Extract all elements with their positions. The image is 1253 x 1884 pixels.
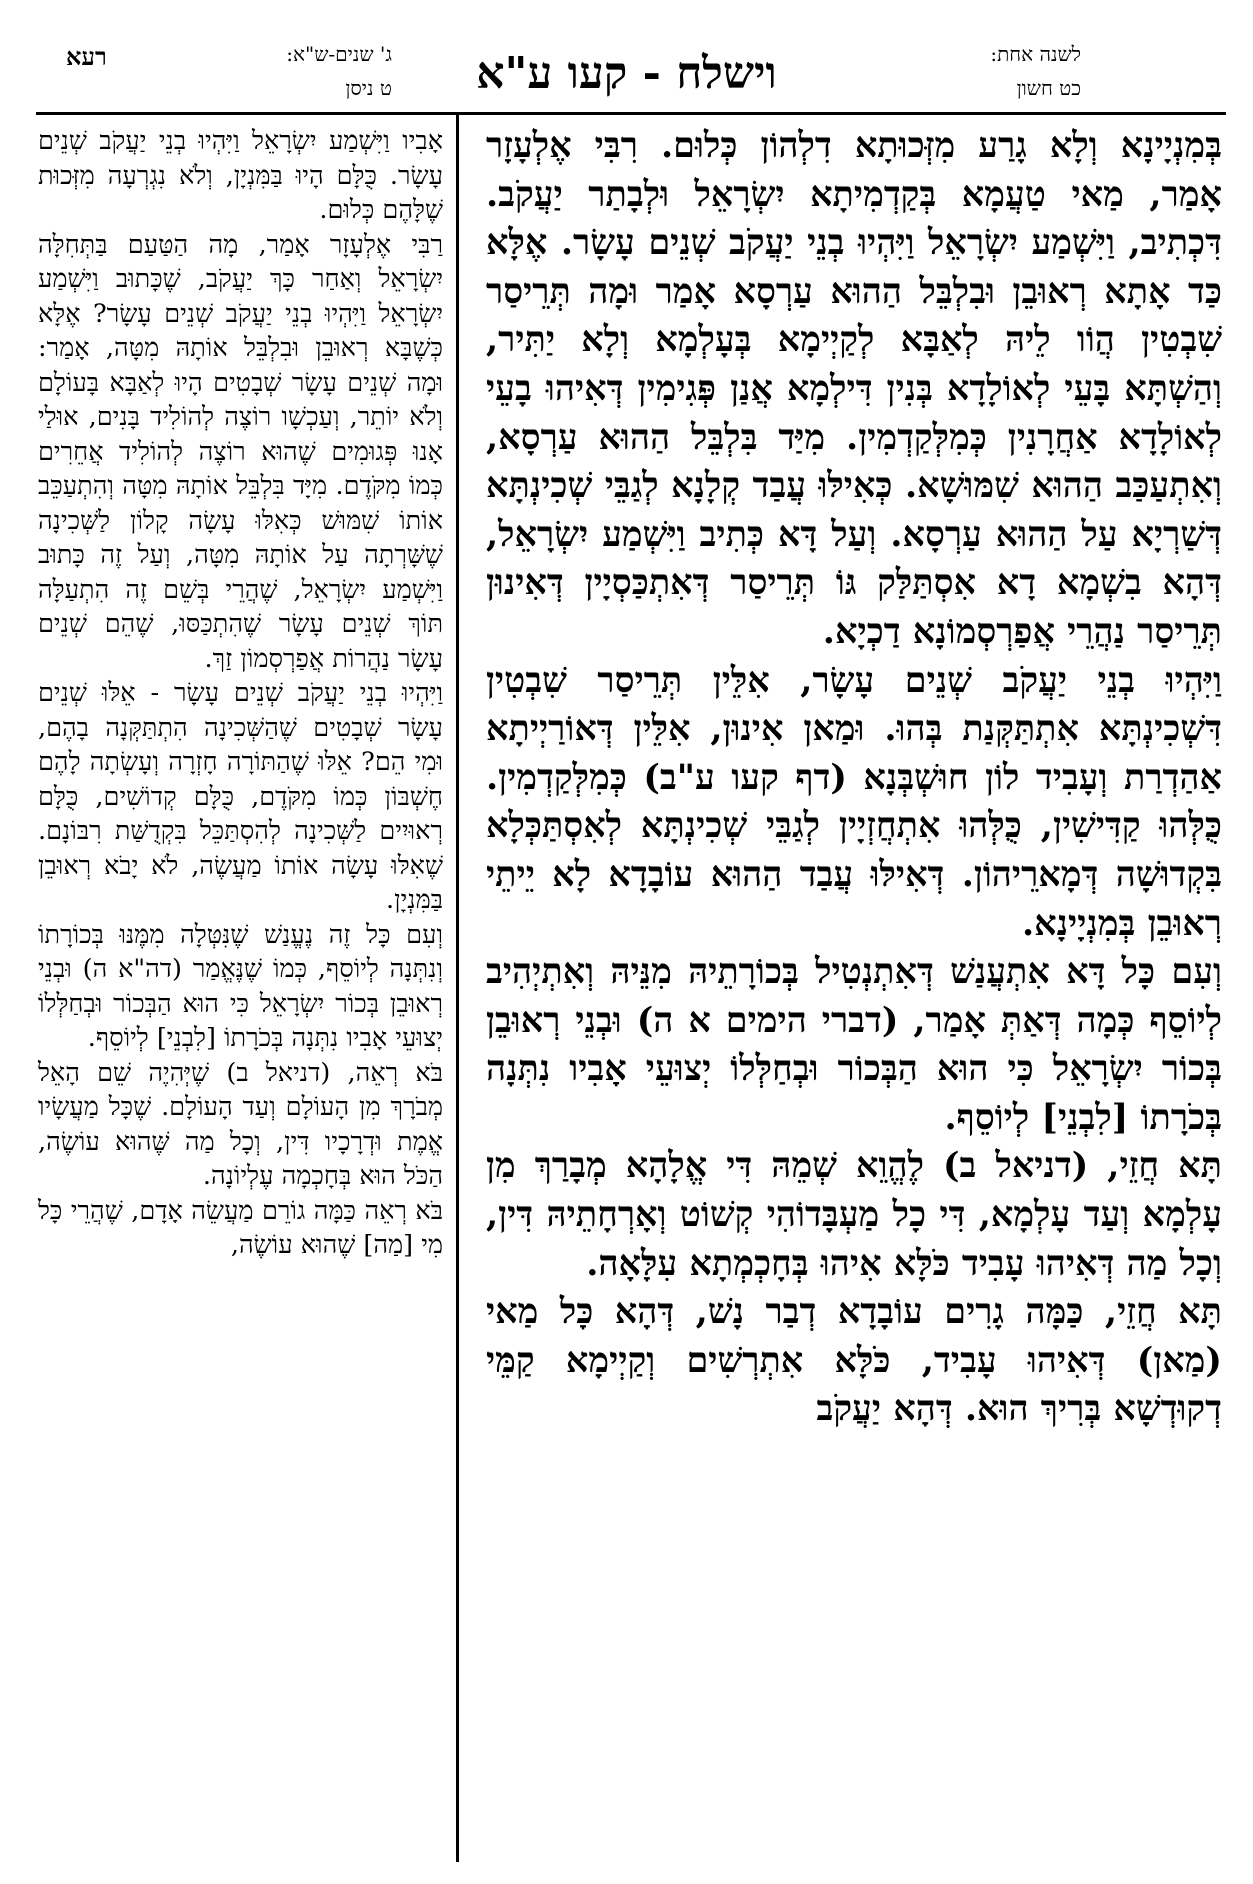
side-paragraph: אָבִיו וַיִּשְׁמַע יִשְׂרָאֵל וַיִּהְיוּ בְנֵי יַעֲקֹב שְׁנֵים עָשָׂר. כֻּלָּם הָיוּ בַּמִּנְיָן, וְלֹא נִגְרְעָה מִזְּכוּת שֶׁלָּהֶם כְּלוּם. [38,126,443,225]
main-paragraph: וְעִם כָּל דָּא אִתְעֲנַשׁ דְּאִתְנְטִיל בְּכוֹרָתֵיהּ מִנֵּיהּ וְאִתְיְהִיב לְיוֹסֵף כְּמָה דְּאַתְּ אָמַר, (דברי הימים א ה) וּבְנֵי רְאוּבֵן בְּכוֹר יִשְׂרָאֵל כִּי הוּא הַבְּכוֹר וּבְחַלְּלוֹ יְצוּעֵי אָבִיו נִתְּנָה בְּכֹרָתוֹ [לִבְנֵי] לְיוֹסֵף. [486,951,1222,1138]
column-divider [456,112,459,1862]
header-divider [36,112,1226,115]
main-text-column [486,122,1222,1434]
side-paragraph: וַיִּהְיוּ בְנֵי יַעֲקֹב שְׁנֵים עָשָׂר - אֵלּוּ שְׁנֵים עָשָׂר שְׁבָטִים שֶׁהַשְּׁכִינָה הִתְתַּקְּנָה בָהֶם, וּמִי הֵם? אֵלּוּ שֶׁהַתּוֹרָה חָזְרָה וְעָשְׂתָה לָהֶם חֶשְׁבּוֹן כְּמוֹ מִקֹּדֶם, כֻּלָּם קְדוֹשִׁים, כֻּלָּם רְאוּיִים לַשְּׁכִינָה לְהִסְתַּכֵּל בִּקְדֻשַּׁת רִבּוֹנָם. שֶׁאִלּוּ עָשָׂה אוֹתוֹ מַעֲשֶׂה, לֹא יָבֹא רְאוּבֵן בַּמִּנְיָן. [38,678,443,915]
side-paragraph: וְעִם כָּל זֶה נֶעֱנַשׁ שֶׁנִּטְּלָה מִמֶּנּוּ בְּכוֹרָתוֹ וְנִתְּנָה לְיוֹסֵף, כְּמוֹ שֶׁנֶּאֱמַר (דה"א ה) וּבְנֵי רְאוּבֵן בְּכוֹר יִשְׂרָאֵל כִּי הוּא הַבְּכוֹר וּבְחַלְּלוֹ יְצוּעֵי אָבִיו נִתְּנָה בְּכֹרָתוֹ [לִבְנֵי] לְיוֹסֵף. [38,919,443,1053]
header-year-label: לשנה אחת: [990,42,1081,66]
page-number: רעא [66,42,107,71]
side-paragraph: בֹּא רְאֵה כַּמָּה גוֹרֵם מַעֲשֵׂה אָדָם, שֶׁהֲרֵי כָּל מִי [מַה] שֶׁהוּא עוֹשֶׂה, [38,1195,443,1260]
page-title: וישלח - קעו ע"א [476,48,777,99]
translation-column [38,124,443,1263]
header-date-right: כט חשון [1016,76,1081,100]
header-cycle-label: ג' שנים-ש"א: [286,42,392,66]
header-date-left: ט ניסן [345,76,392,100]
main-paragraph: בְּמִנְיָינָא וְלָא גָרַע מִזְּכוּתָא דִלְהוֹן כְּלוּם. רִבִּי אֶלְעָזָר אָמַר, מַאי טַעֲמָא בְּקַדְמִיתָא יִשְׂרָאֵל וּלְבָתַר יַעֲקֹב. דִּכְתִיב, וַיִּשְׁמַע יִשְׂרָאֵל וַיִּהְיוּ בְנֵי יַעֲקֹב שְׁנֵים עָשָׂר. אֶלָּא כַּד אָתָא רְאוּבֵן וּבִלְבֵּל הַהוּא עַרְסָא אָמַר וּמָה תְּרֵיסַר שִׁבְטִין הֲוֹו לֵיהּ לְאַבָּא לְקַיְימָא בְּעָלְמָא וְלָא יַתִּיר, וְהַשְׁתָּא בָּעֵי לְאוֹלָדָא בְּנִין דִּילְמָא אֲנַן פְּגִימִין דְּאִיהוּ בָעֵי לְאוֹלָדָא אַחֲרָנִין כְּמִלְּקַדְמִין. מִיַּד בִּלְבֵּל הַהוּא עַרְסָא, וְאִתְעַכַּב הַהוּא שִׁמּוּשָׁא. כְּאִילּוּ עֲבַד קְלָנָא לְגַבֵּי שְׁכִינְתָּא דְּשַׁרְיָא עַל הַהוּא עַרְסָא. וְעַל דָּא כְּתִיב וַיִּשְׁמַע יִשְׂרָאֵל, דְּהָא בִשְׁמָא דָא אִסְתַּלַּק גּוֹ תְּרֵיסַר דְּאִתְכַּסְיָין דְּאִינוּן תְּרֵיסַר נַהֲרֵי אֲפַרְסְמוֹנָא דַכְיָא. [486,125,1222,652]
main-paragraph: תָּא חֲזֵי, (דניאל ב) לֶהֱוֵא שְׁמֵהּ דִּי אֱלָהָא מְבָרַךְ מִן עָלְמָא וְעַד עָלְמָא, דִּי כָל מַעְבָּדוֹהִי קְשׁוֹט וְאָרְחָתֵיהּ דִּין, וְכָל מַה דְּאִיהוּ עָבִיד כֹּלָּא אִיהוּ בְּחָכְמְתָא עִלָּאָה. [486,1145,1222,1284]
side-paragraph: רַבִּי אֶלְעָזָר אָמַר, מָה הַטַּעַם בַּתְּחִלָּה יִשְׂרָאֵל וְאַחַר כָּךְ יַעֲקֹב, שֶׁכָּתוּב וַיִּשְׁמַע יִשְׂרָאֵל וַיִּהְיוּ בְנֵי יַעֲקֹב שְׁנֵים עָשָׂר? אֶלָּא כְּשֶׁבָּא רְאוּבֵן וּבִלְבֵּל אוֹתָהּ מִטָּה, אָמַר: וּמָה שְׁנֵים עָשָׂר שְׁבָטִים הָיוּ לְאַבָּא בָּעוֹלָם וְלֹא יוֹתֵר, וְעַכְשָׁו רוֹצֶה לְהוֹלִיד בָּנִים, אוּלַי אָנוּ פְּגוּמִים שֶׁהוּא רוֹצֶה לְהוֹלִיד אֲחֵרִים כְּמוֹ מִקֹּדֶם. מִיָּד בִּלְבֵּל אוֹתָהּ מִטָּה וְהִתְעַכֵּב אוֹתוֹ שִׁמּוּשׁ כְּאִלּוּ עָשָׂה קָלוֹן לַשְּׁכִינָה שֶׁשָּׁרְתָה עַל אוֹתָהּ מִטָּה, וְעַל זֶה כָּתוּב וַיִּשְׁמַע יִשְׂרָאֵל, שֶׁהֲרֵי בְּשֵׁם זֶה הִתְעַלָּה תּוֹךְ שְׁנֵים עָשָׂר שֶׁהִתְכַּסּוּ, שֶׁהֵם שְׁנֵים עָשָׂר נַהֲרוֹת אֲפַרְסְמוֹן זַךְ. [38,229,443,674]
side-paragraph: בֹּא רְאֵה, (דניאל ב) שֶׁיְּהִיֶה שֵׁם הָאֵל מְבֹרָךְ מִן הָעוֹלָם וְעַד הָעוֹלָם. שֶׁכָּל מַעֲשָׂיו אֱמֶת וּדְרָכָיו דִּין, וְכָל מַה שֶּׁהוּא עוֹשֶׂה, הַכֹּל הוּא בְּחָכְמָה עֶלְיוֹנָה. [38,1057,443,1191]
main-paragraph: תָּא חֲזֵי, כַּמָּה גָרִים עוֹבָדָא דְבַר נָשׁ, דְּהָא כָּל מַאי (מַאן) דְּאִיהוּ עָבִיד, כֹּלָּא אִתְרְשִׁים וְקַיְימָא קַמֵּי דְקוּדְשָׁא בְּרִיךְ הוּא. דְּהָא יַעֲקֹב [486,1291,1222,1430]
main-paragraph: וַיִּהְיוּ בְנֵי יַעֲקֹב שְׁנֵים עָשָׂר, אִלֵּין תְּרֵיסַר שִׁבְטִין דִּשְׁכִינְתָּא אִתְתַּקְּנַת בְּהוּ. וּמַאן אִינוּן, אִלֵּין דְּאוֹרַיְיתָא אַהַדְרַת וְעָבִיד לוֹן חוּשְׁבְּנָא (דף קעו ע"ב) כְּמִלְּקַדְמִין. כֻּלְּהוּ קַדִּישִׁין, כֻּלְּהוּ אִתְחֲזְיָין לְגַבֵּי שְׁכִינְתָּא לְאִסְתַּכְּלָא בִּקְדוּשָׁה דְּמָארֵיהוֹן. דְּאִילּוּ עֲבַד הַהוּא עוֹבָדָא לָא יֵיתֵי רְאוּבֵן בְּמִנְיָינָא. [486,659,1222,944]
